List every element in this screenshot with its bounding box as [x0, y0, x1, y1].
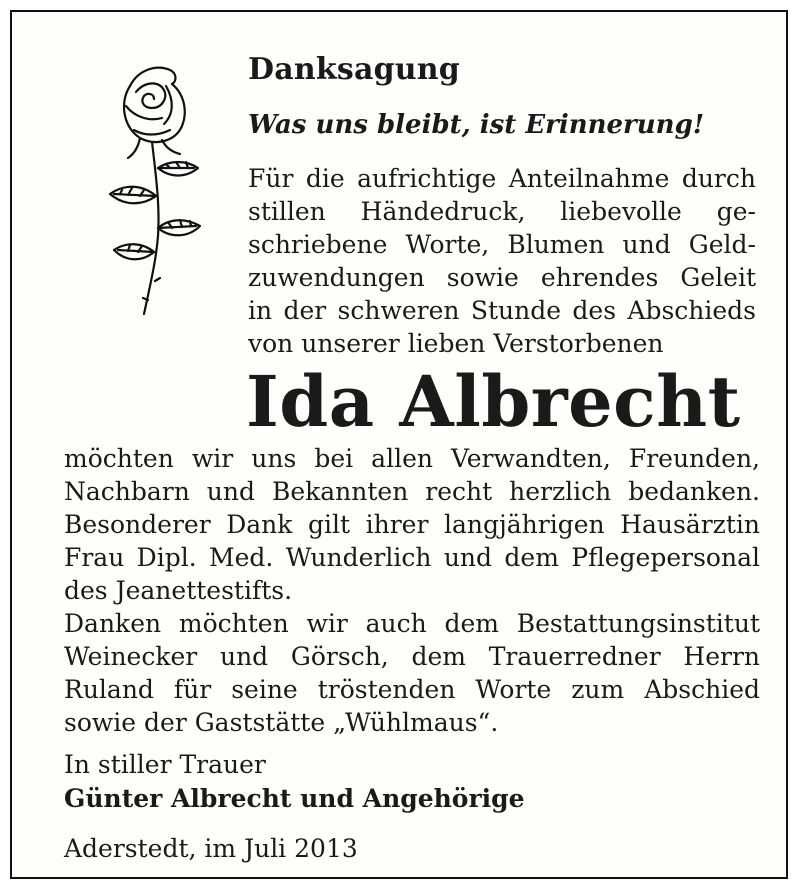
- intro-line: schriebene Worte, Blumen und Geld-: [248, 230, 756, 259]
- place-date: Aderstedt, im Juli 2013: [64, 834, 358, 863]
- body-line: Danken möchten wir auch dem Bestattungsinstitut: [64, 609, 760, 638]
- signature: Günter Albrecht und Angehörige: [64, 784, 525, 813]
- page-title: Danksagung: [248, 52, 460, 87]
- body-line: sowie der Gaststätte „Wühlmaus“.: [64, 708, 499, 737]
- body-line: Nachbarn und Bekannten recht herzlich bedanken.: [64, 477, 760, 506]
- deceased-name: Ida Albrecht: [246, 360, 741, 443]
- notice-frame: [10, 10, 788, 879]
- intro-line: Für die aufrichtige Anteilnahme durch: [248, 164, 756, 193]
- body-line: des Jeanettestifts.: [64, 576, 293, 605]
- rose-icon: [100, 56, 208, 318]
- intro-line: in der schweren Stunde des Abschieds: [248, 296, 756, 325]
- intro-line: stillen Händedruck, liebevolle ge-: [248, 197, 756, 226]
- body-line: möchten wir uns bei allen Verwandten, Freunden,: [64, 444, 760, 473]
- intro-line: von unserer lieben Verstorbenen: [248, 329, 664, 358]
- intro-paragraph: [248, 162, 756, 360]
- thanks-paragraph: [64, 442, 760, 739]
- body-line: Ruland für seine tröstenden Worte zum Abschied: [64, 675, 760, 704]
- body-line: Frau Dipl. Med. Wunderlich und dem Pflegepersonal: [64, 543, 760, 572]
- body-line: Weinecker und Görsch, dem Trauerredner Herrn: [64, 642, 760, 671]
- body-line: Besonderer Dank gilt ihrer langjährigen Hausärztin: [64, 510, 760, 539]
- closing-text: In stiller Trauer: [64, 750, 266, 779]
- motto: Was uns bleibt, ist Erinnerung!: [248, 110, 705, 140]
- intro-line: zuwendungen sowie ehrendes Geleit: [248, 263, 756, 292]
